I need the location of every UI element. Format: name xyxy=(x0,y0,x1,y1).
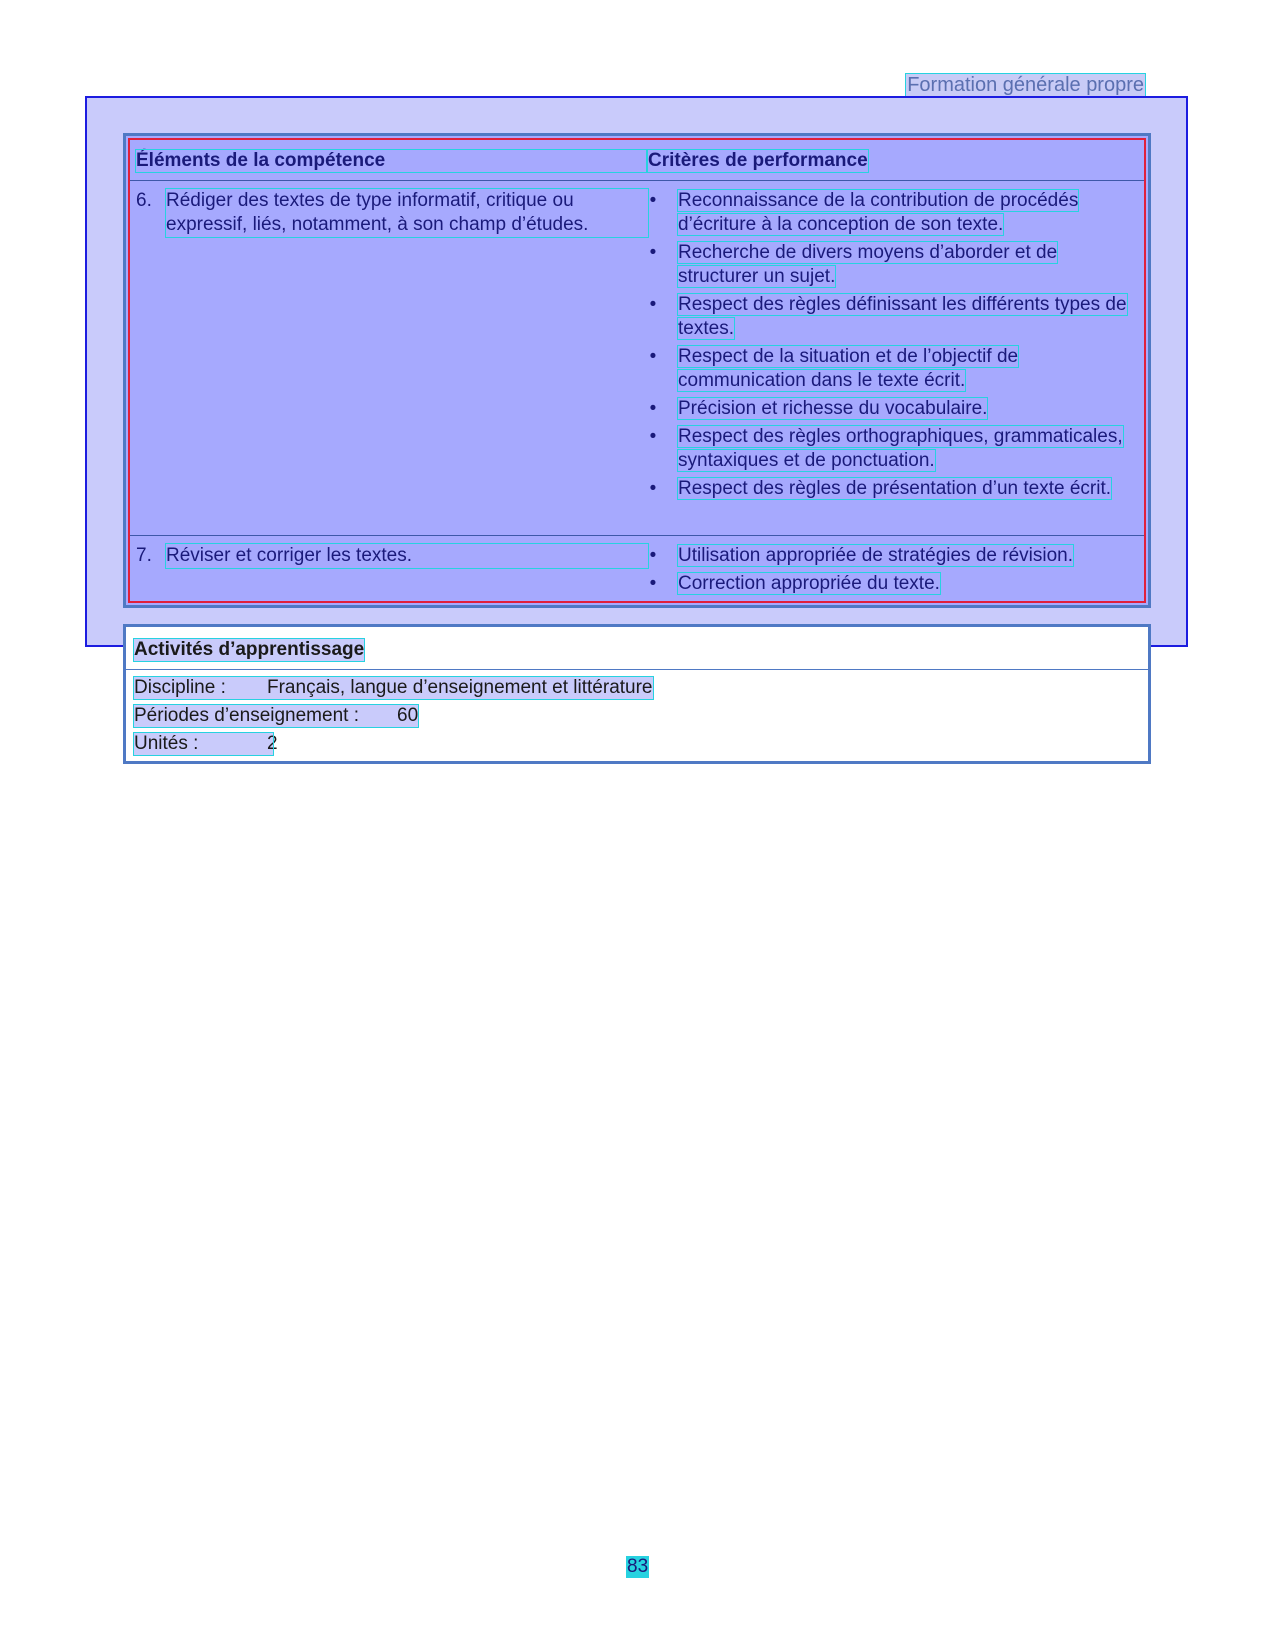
bullet-icon: • xyxy=(649,398,657,419)
activities-title: Activités d’apprentissage xyxy=(134,639,365,660)
bullet-icon: • xyxy=(649,242,657,263)
section-header: Formation générale propre xyxy=(907,74,1144,96)
criterion-text: Reconnaissance de la contribution de procédés d’écriture à la conception de son texte. xyxy=(678,190,1079,235)
competence-table-inner xyxy=(128,138,1146,603)
units-line xyxy=(134,733,278,755)
activities-box xyxy=(123,624,1151,764)
list-item xyxy=(648,572,1140,596)
units-label: Unités : xyxy=(134,733,199,754)
column-header-criteria: Critères de performance xyxy=(648,150,868,171)
element-number: 6. xyxy=(136,190,152,211)
table-row xyxy=(130,181,1144,536)
page-number: 83 xyxy=(627,1556,649,1577)
element-cell xyxy=(136,544,648,568)
criterion-text: Correction appropriée du texte. xyxy=(678,573,940,594)
periods-label: Périodes d’enseignement : xyxy=(134,705,359,726)
criterion-text: Recherche de divers moyens d’aborder et de structurer un sujet. xyxy=(678,242,1058,287)
column-header-elements: Éléments de la compétence xyxy=(136,150,646,172)
discipline-line xyxy=(134,677,653,699)
list-item xyxy=(648,397,1140,421)
element-cell xyxy=(136,189,648,237)
table-row xyxy=(130,536,1144,606)
criterion-text: Respect des règles orthographiques, grammaticales, syntaxiques et de ponctuation. xyxy=(678,426,1123,471)
list-item xyxy=(648,241,1140,289)
list-item xyxy=(648,345,1140,393)
list-item xyxy=(648,293,1140,341)
list-item xyxy=(648,477,1140,501)
bullet-icon: • xyxy=(649,346,657,367)
element-text: Réviser et corriger les textes. xyxy=(166,544,648,568)
list-item xyxy=(648,189,1140,237)
discipline-label: Discipline : xyxy=(134,677,226,698)
table-header-row xyxy=(130,140,1144,181)
criteria-list xyxy=(648,544,1140,600)
activities-header xyxy=(126,627,1148,670)
criterion-text: Respect des règles de présentation d’un texte écrit. xyxy=(678,478,1112,499)
criterion-text: Précision et richesse du vocabulaire. xyxy=(678,398,988,419)
bullet-icon: • xyxy=(649,426,657,447)
periods-line xyxy=(134,705,418,727)
list-item xyxy=(648,425,1140,473)
competence-table xyxy=(123,133,1151,608)
bullet-icon: • xyxy=(649,478,657,499)
criterion-text: Respect de la situation et de l’objectif de communication dans le texte écrit. xyxy=(678,346,1019,391)
criterion-text: Respect des règles définissant les différents types de textes. xyxy=(678,294,1127,339)
element-text: Rédiger des textes de type informatif, critique ou expressif, liés, notamment, à son champ d’études. xyxy=(166,189,648,237)
bullet-icon: • xyxy=(649,573,657,594)
element-number: 7. xyxy=(136,545,152,566)
bullet-icon: • xyxy=(649,545,657,566)
bullet-icon: • xyxy=(649,294,657,315)
discipline-value: Français, langue d’enseignement et littérature xyxy=(267,677,653,698)
periods-value: 60 xyxy=(397,705,419,726)
list-item xyxy=(648,544,1140,568)
bullet-icon: • xyxy=(649,190,657,211)
criteria-list xyxy=(648,189,1140,505)
units-value: 2 xyxy=(267,733,278,754)
criterion-text: Utilisation appropriée de stratégies de révision. xyxy=(678,545,1073,566)
